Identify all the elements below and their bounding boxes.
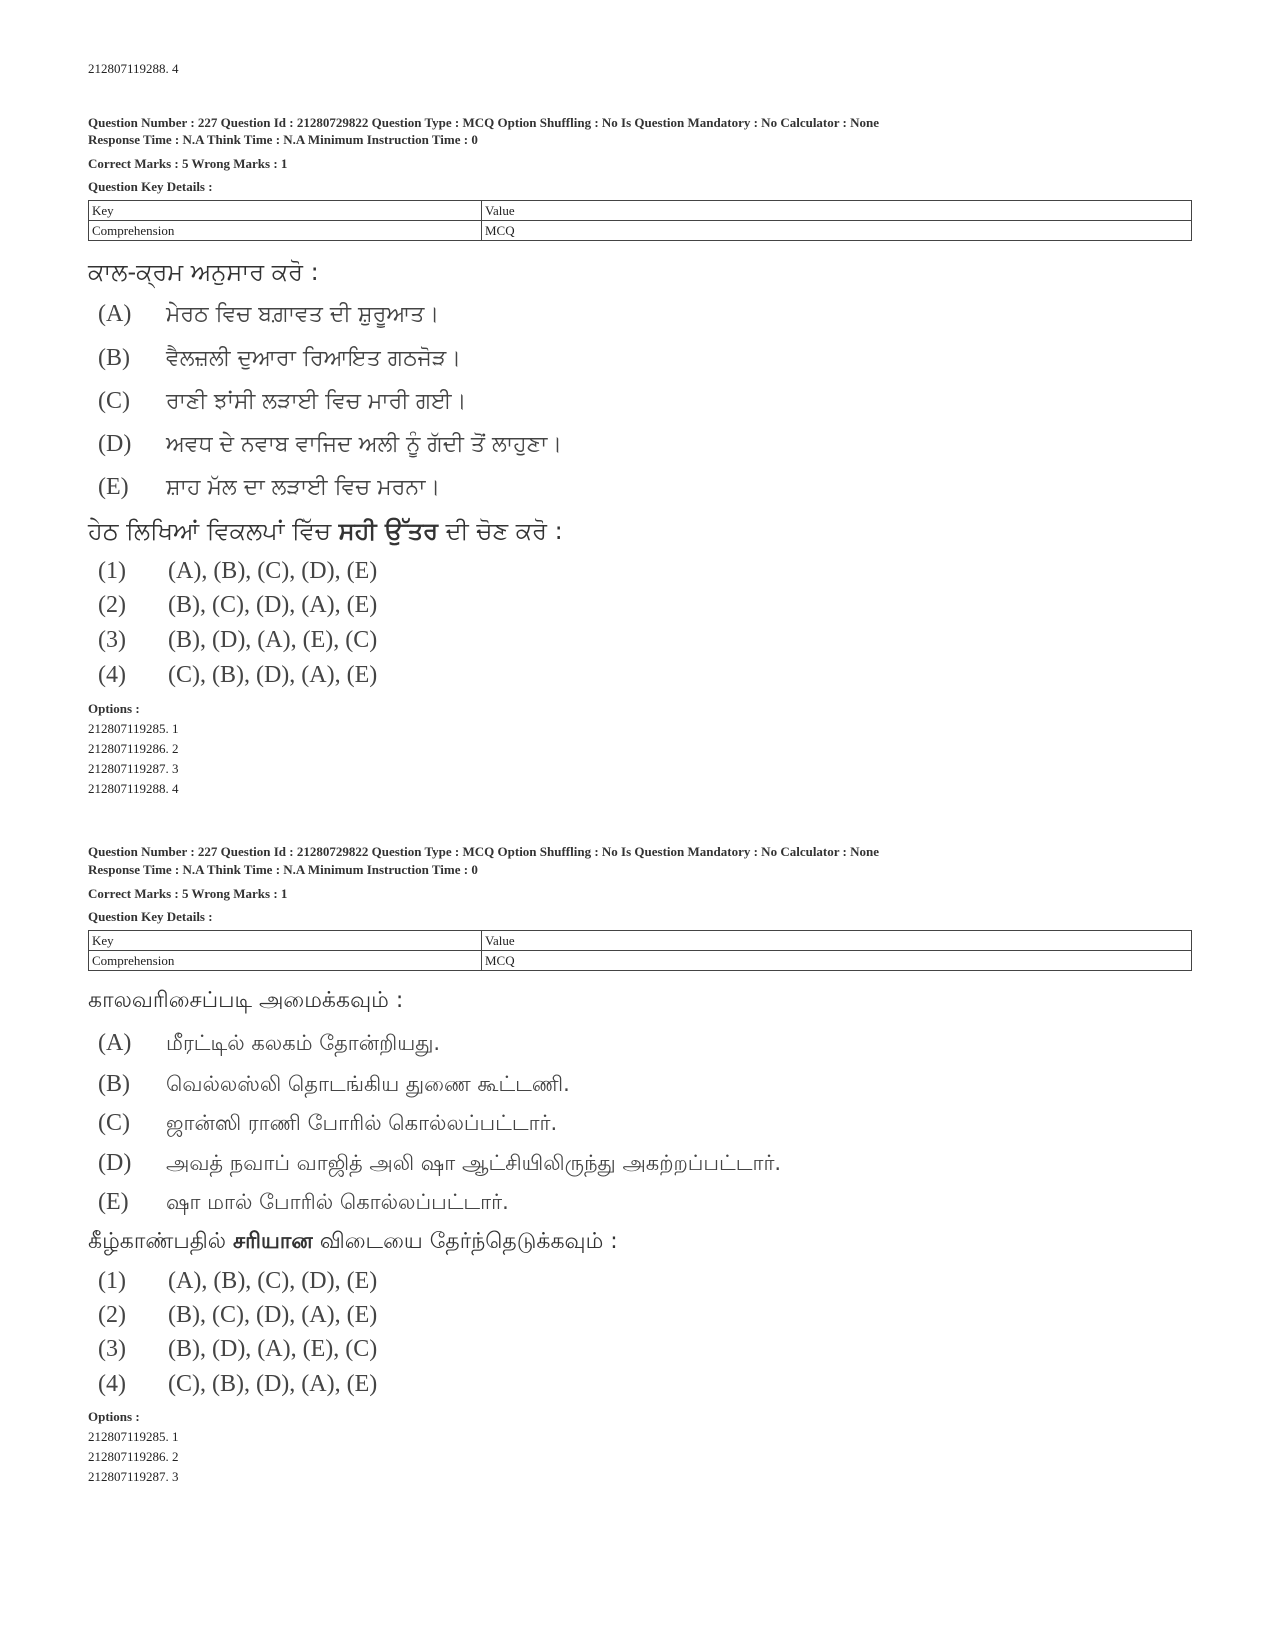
option-id: 212807119285. 1	[88, 1429, 179, 1444]
choice-text: (B), (C), (D), (A), (E)	[168, 592, 378, 618]
table-cell: Comprehension	[89, 221, 482, 241]
question-key-table	[88, 200, 1192, 241]
answer-choice	[88, 662, 377, 689]
instruction-emphasis: ਸਹੀ ਉੱਤਰ	[338, 517, 438, 545]
item-text: ஷா மால் போரில் கொல்லப்பட்டார்.	[166, 1190, 509, 1214]
choice-text: (B), (D), (A), (E), (C)	[168, 1336, 378, 1362]
item-label: (B)	[98, 345, 130, 371]
list-item	[88, 1150, 781, 1178]
table-cell: Value	[482, 201, 1192, 221]
question-meta-line-2: Response Time : N.A Think Time : N.A Minimum Instruction Time : 0	[88, 132, 478, 147]
option-id-header: 212807119288. 4	[88, 61, 179, 76]
item-label: (C)	[98, 388, 130, 414]
list-item	[88, 345, 461, 372]
list-item	[88, 1110, 557, 1138]
list-item	[88, 431, 562, 458]
question-marks: Correct Marks : 5 Wrong Marks : 1	[88, 886, 288, 901]
list-item	[88, 474, 440, 501]
question-meta-line-2: Response Time : N.A Think Time : N.A Minimum Instruction Time : 0	[88, 862, 478, 877]
answer-choice	[88, 1371, 377, 1398]
table-cell: Key	[89, 931, 482, 951]
choice-number: (2)	[98, 1302, 126, 1328]
choice-number: (4)	[98, 662, 126, 688]
table-row	[89, 951, 1192, 971]
item-label: (C)	[98, 1110, 130, 1136]
option-id: 212807119287. 3	[88, 761, 179, 776]
options-label: Options :	[88, 1409, 140, 1424]
item-text: ਮੇਰਠ ਵਿਚ ਬਗ਼ਾਵਤ ਦੀ ਸ਼ੁਰੂਆਤ।	[166, 302, 440, 327]
option-id: 212807119288. 4	[88, 781, 179, 796]
question-meta-line-1: Question Number : 227 Question Id : 21280729822 Question Type : MCQ Option Shuffling : No Is Question Mandatory : No Calculator : None	[88, 115, 880, 130]
list-item	[88, 1189, 509, 1217]
answer-choice	[88, 1302, 377, 1329]
question-key-details-label: Question Key Details :	[88, 179, 213, 194]
item-text: ਰਾਣੀ ਝਾਂਸੀ ਲੜਾਈ ਵਿਚ ਮਾਰੀ ਗਈ।	[166, 389, 467, 414]
list-item	[88, 1030, 440, 1058]
item-label: (D)	[98, 1150, 132, 1176]
choice-number: (3)	[98, 627, 126, 653]
answer-choice	[88, 1268, 377, 1295]
table-cell: Key	[89, 201, 482, 221]
item-text: ਅਵਧ ਦੇ ਨਵਾਬ ਵਾਜਿਦ ਅਲੀ ਨੂੰ ਗੱਦੀ ਤੋਂ ਲਾਹੁਣਾ।	[166, 432, 563, 457]
choice-number: (1)	[98, 1268, 126, 1294]
question-stem: காலவரிசைப்படி அமைக்கவும் :	[88, 988, 404, 1013]
answer-instruction	[88, 1229, 618, 1257]
item-label: (B)	[98, 1071, 130, 1097]
item-text: ਸ਼ਾਹ ਮੱਲ ਦਾ ਲੜਾਈ ਵਿਚ ਮਰਨਾ।	[166, 475, 441, 500]
instruction-text: ਦੀ ਚੋਣ ਕਰੋ :	[437, 517, 563, 545]
choice-number: (4)	[98, 1371, 126, 1397]
choice-number: (3)	[98, 1336, 126, 1362]
answer-choice	[88, 627, 377, 654]
option-id: 212807119286. 2	[88, 1449, 179, 1464]
instruction-text: விடையை தேர்ந்தெடுக்கவும் :	[312, 1229, 618, 1254]
table-cell: Comprehension	[89, 951, 482, 971]
choice-number: (1)	[98, 558, 126, 584]
choice-text: (A), (B), (C), (D), (E)	[168, 558, 378, 584]
instruction-text: கீழ்காண்பதில்	[88, 1229, 233, 1254]
item-text: வெல்லஸ்லி தொடங்கிய துணை கூட்டணி.	[166, 1072, 570, 1096]
question-key-details-label: Question Key Details :	[88, 909, 213, 924]
answer-instruction	[88, 517, 563, 545]
answer-choice	[88, 592, 377, 619]
list-item	[88, 388, 466, 415]
choice-text: (B), (C), (D), (A), (E)	[168, 1302, 378, 1328]
table-row	[89, 221, 1192, 241]
question-stem: ਕਾਲ-ਕ੍ਰਮ ਅਨੁਸਾਰ ਕਰੋ :	[88, 258, 319, 286]
choice-text: (C), (B), (D), (A), (E)	[168, 662, 378, 688]
item-text: ਵੈਲਜ਼ਲੀ ਦੁਆਰਾ ਰਿਆਇਤ ਗਠਜੋੜ।	[166, 346, 462, 371]
instruction-text: ਹੇਠ ਲਿਖਿਆਂ ਵਿਕਲਪਾਂ ਵਿੱਚ	[88, 517, 339, 545]
table-cell: Value	[482, 931, 1192, 951]
item-label: (E)	[98, 1189, 129, 1215]
item-label: (A)	[98, 1030, 132, 1056]
option-id: 212807119286. 2	[88, 741, 179, 756]
item-label: (A)	[98, 301, 132, 327]
choice-text: (B), (D), (A), (E), (C)	[168, 627, 378, 653]
answer-choice	[88, 1336, 377, 1363]
list-item	[88, 301, 439, 328]
choice-text: (A), (B), (C), (D), (E)	[168, 1268, 378, 1294]
question-key-table	[88, 930, 1192, 971]
option-id: 212807119285. 1	[88, 721, 179, 736]
instruction-emphasis: சரியான	[233, 1229, 313, 1254]
choice-text: (C), (B), (D), (A), (E)	[168, 1371, 378, 1397]
question-marks: Correct Marks : 5 Wrong Marks : 1	[88, 156, 288, 171]
item-text: ஜான்ஸி ராணி போரில் கொல்லப்பட்டார்.	[166, 1111, 558, 1135]
table-cell: MCQ	[482, 221, 1192, 241]
option-id: 212807119287. 3	[88, 1469, 179, 1484]
choice-number: (2)	[98, 592, 126, 618]
question-meta-line-1: Question Number : 227 Question Id : 21280729822 Question Type : MCQ Option Shuffling : No Is Question Mandatory : No Calculator : None	[88, 844, 880, 859]
answer-choice	[88, 558, 377, 585]
table-header-row	[89, 931, 1192, 951]
item-label: (E)	[98, 474, 129, 500]
item-text: மீரட்டில் கலகம் தோன்றியது.	[166, 1031, 441, 1055]
options-label: Options :	[88, 701, 140, 716]
list-item	[88, 1071, 570, 1099]
table-header-row	[89, 201, 1192, 221]
item-text: அவத் நவாப் வாஜித் அலி ஷா ஆட்சியிலிருந்து அகற்றப்பட்டார்.	[166, 1151, 782, 1175]
table-cell: MCQ	[482, 951, 1192, 971]
item-label: (D)	[98, 431, 132, 457]
